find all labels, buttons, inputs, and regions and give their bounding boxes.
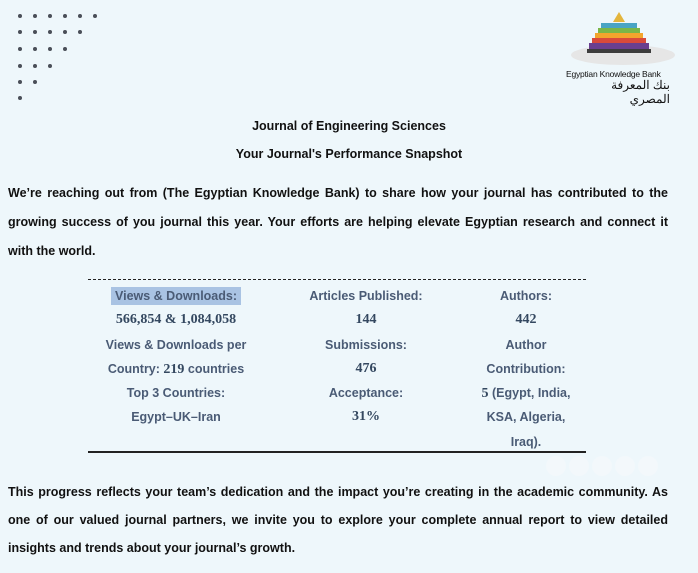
author-contribution-value-2: KSA, Algeria,	[486, 410, 566, 425]
acceptance-value: 31%	[352, 409, 380, 425]
authors-value: 442	[515, 312, 537, 328]
faint-overlay-circles	[546, 456, 661, 476]
views-downloads-value: 566,854 & 1,084,058	[115, 312, 237, 328]
author-contribution-value-3: Iraq).	[510, 434, 542, 449]
stats-top-divider	[88, 279, 586, 280]
stats-col-authors	[466, 284, 586, 454]
submissions-label: Submissions:	[325, 337, 407, 352]
articles-published-value: 144	[355, 312, 377, 328]
top-countries-value: Egypt–UK–Iran	[131, 410, 221, 425]
views-per-country-value: Country: 219 countries	[107, 361, 245, 377]
closing-paragraph: This progress reflects your team’s dedication and the impact you’re creating in the academic community. As one of our valued journal partners, we invite you to explore your complete annual report to view detailed insights and trends about your journal’s growth.	[8, 485, 668, 555]
author-contribution-label-1: Author	[505, 337, 547, 352]
author-contribution-label-2: Contribution:	[486, 361, 566, 376]
stats-col-articles	[276, 284, 456, 430]
snapshot-subtitle: Your Journal's Performance Snapshot	[235, 147, 463, 161]
logo-text-en: Egyptian Knowledge Bank	[566, 69, 661, 79]
views-downloads-label: Views & Downloads:	[111, 287, 241, 305]
decorative-dot-grid	[18, 14, 138, 109]
logo-text-ar: بنك المعرفة المصري	[611, 78, 670, 106]
stats-col-views	[86, 284, 266, 430]
author-contribution-value-1: 5 (Egypt, India,	[481, 386, 571, 402]
journal-title: Journal of Engineering Sciences	[252, 119, 446, 133]
stats-bottom-divider	[88, 451, 586, 453]
top-countries-label: Top 3 Countries:	[126, 386, 226, 401]
articles-published-label: Articles Published:	[309, 289, 423, 303]
intro-paragraph: We’re reaching out from (The Egyptian Knowledge Bank) to share how your journal has contributed to the growing success of you journal this year. Your efforts are helping elevate Egyptian research and connect it with the world.	[8, 186, 668, 258]
submissions-value: 476	[355, 360, 377, 376]
acceptance-label: Acceptance:	[328, 386, 404, 401]
views-per-country-label: Views & Downloads per	[105, 337, 247, 352]
authors-label: Authors:	[499, 289, 553, 303]
